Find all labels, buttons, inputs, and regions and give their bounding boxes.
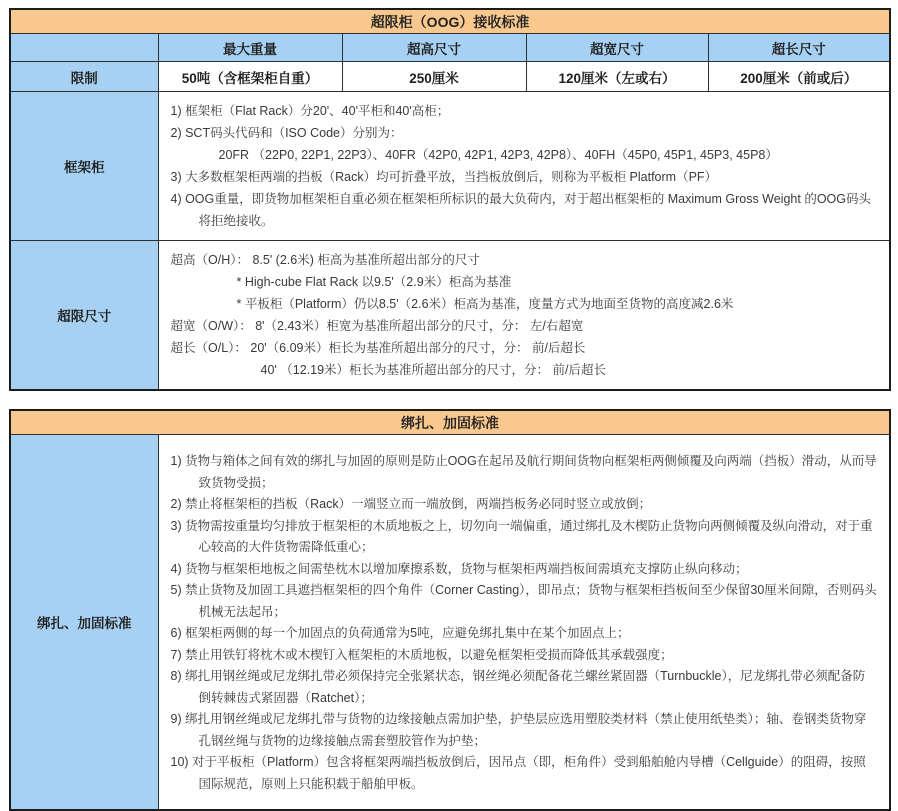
text-line: 1) 货物与箱体之间有效的绑扎与加固的原则是防止OOG在起吊及航行期间货物向框架柜两侧倾覆及向两端（挡板）滑动，从而导致货物受损； <box>170 454 877 490</box>
limit-max-weight: 50吨（含框架柜自重） <box>158 62 342 92</box>
header-max-weight: 最大重量 <box>158 34 342 62</box>
text-line: 5) 禁止货物及加固工具遮挡框架柜的四个角件（Corner Casting），即吊点；货物与框架柜挡板间至少保留30厘米间隙，否则码头机械无法起吊； <box>170 583 877 619</box>
flat-rack-row-label: 框架柜 <box>10 92 158 241</box>
table-header-row <box>10 34 890 62</box>
text-line: 4) 货物与框架柜地板之间需垫枕木以增加摩擦系数，货物与框架柜两端挡板间需填充支撑防止纵向移动； <box>170 561 748 576</box>
header-over-height: 超高尺寸 <box>342 34 526 62</box>
limit-row <box>10 62 890 92</box>
text-line: 7) 禁止用铁钉将枕木或木楔钉入框架柜的木质地板，以避免框架柜受损而降低其承载强度； <box>170 647 673 662</box>
table-title-row <box>10 9 890 34</box>
text-line: 1) 框架柜（Flat Rack）分20'、40'平柜和40'高柜； <box>170 104 450 118</box>
oog-dimension-row-content <box>158 241 890 391</box>
header-over-width: 超宽尺寸 <box>526 34 708 62</box>
text-line: 3) 货物需按重量均匀排放于框架柜的木质地板之上，切勿向一端偏重，通过绑扎及木楔防止货物向两侧倾覆及纵向滑动，对于重心较高的大件货物需降低重心； <box>170 518 873 554</box>
limit-over-length: 200厘米（前或后） <box>708 62 890 92</box>
header-empty-cell <box>10 34 158 62</box>
table1-title: 超限柜（OOG）接收标准 <box>10 9 890 34</box>
text-line: 超宽（O/W）： 8'（2.43米）柜宽为基准所超出部分的尺寸，分： 左/右超宽 <box>170 319 584 333</box>
text-line: 20FR （22P0, 22P1, 22P3）、40FR（42P0, 42P1, 42P3, 42P8）、40FH（45P0, 45P1, 45P3, 45P8） <box>218 148 778 162</box>
text-line: 超长（O/L）： 20'（6.09米）柜长为基准所超出部分的尺寸，分： 前/后超长 <box>170 341 586 355</box>
lashing-standard-table <box>9 409 891 811</box>
limit-row-label: 限制 <box>10 62 158 92</box>
text-line: 9) 绑扎用钢丝绳或尼龙绑扎带与货物的边缘接触点需加护垫，护垫层应选用塑胶类材料（禁止使用纸垫类）；轴、卷钢类货物穿孔钢丝绳与货物的边缘接触点需套塑胶管作为护垫； <box>170 712 867 748</box>
text-line: 2) 禁止将框架柜的挡板（Rack）一端竖立而一端放倒，两端挡板务必同时竖立或放倒； <box>170 497 652 511</box>
table-title-row <box>10 410 890 435</box>
text-line: 4) OOG重量，即货物加框架柜自重必须在框架柜所标识的最大负荷内，对于超出框架柜的 Maximum Gross Weight 的OOG码头将拒绝接收。 <box>170 192 872 228</box>
flat-rack-row-content <box>158 92 890 241</box>
text-line: 3) 大多数框架柜两端的挡板（Rack）均可折叠平放，当挡板放倒后，则称为平板柜 Platform（PF） <box>170 170 718 184</box>
text-line: 超高（O/H）： 8.5' (2.6米) 柜高为基准所超出部分的尺寸 <box>170 253 480 267</box>
text-line: 10) 对于平板柜（Platform）包含将框架两端挡板放倒后，因吊点（即，柜角件）受到船舶舱内导槽（Cellguide）的阻碍，按照国际规范，原则上只能积载于船舶甲板。 <box>170 755 866 791</box>
header-over-length: 超长尺寸 <box>708 34 890 62</box>
table2-title: 绑扎、加固标准 <box>10 410 890 435</box>
lashing-rules-content <box>158 435 890 811</box>
text-line: * High-cube Flat Rack 以9.5'（2.9米）柜高为基准 <box>236 275 512 289</box>
lashing-rules-row-label: 绑扎、加固标准 <box>10 435 158 811</box>
text-line: 8) 绑扎用钢丝绳或尼龙绑扎带必须保持完全张紧状态，钢丝绳必须配备花兰螺丝紧固器（Turnbuckle），尼龙绑扎带必须配备防倒转棘齿式紧固器（Ratchet）； <box>170 669 866 705</box>
lashing-rules-row <box>10 435 890 811</box>
oog-acceptance-table <box>9 8 891 391</box>
oog-dimension-row <box>10 241 890 391</box>
text-line: 2) SCT码头代码和（ISO Code）分别为： <box>170 126 403 140</box>
limit-over-width: 120厘米（左或右） <box>526 62 708 92</box>
limit-over-height: 250厘米 <box>342 62 526 92</box>
text-line: 40' （12.19米）柜长为基准所超出部分的尺寸，分： 前/后超长 <box>260 363 606 377</box>
oog-dimension-row-label: 超限尺寸 <box>10 241 158 391</box>
text-line: 6) 框架柜两侧的每一个加固点的负荷通常为5吨，应避免绑扎集中在某个加固点上； <box>170 626 630 640</box>
text-line: * 平板柜（Platform）仍以8.5'（2.6米）柜高为基准，度量方式为地面至货物的高度减2.6米 <box>236 297 734 311</box>
flat-rack-row <box>10 92 890 241</box>
